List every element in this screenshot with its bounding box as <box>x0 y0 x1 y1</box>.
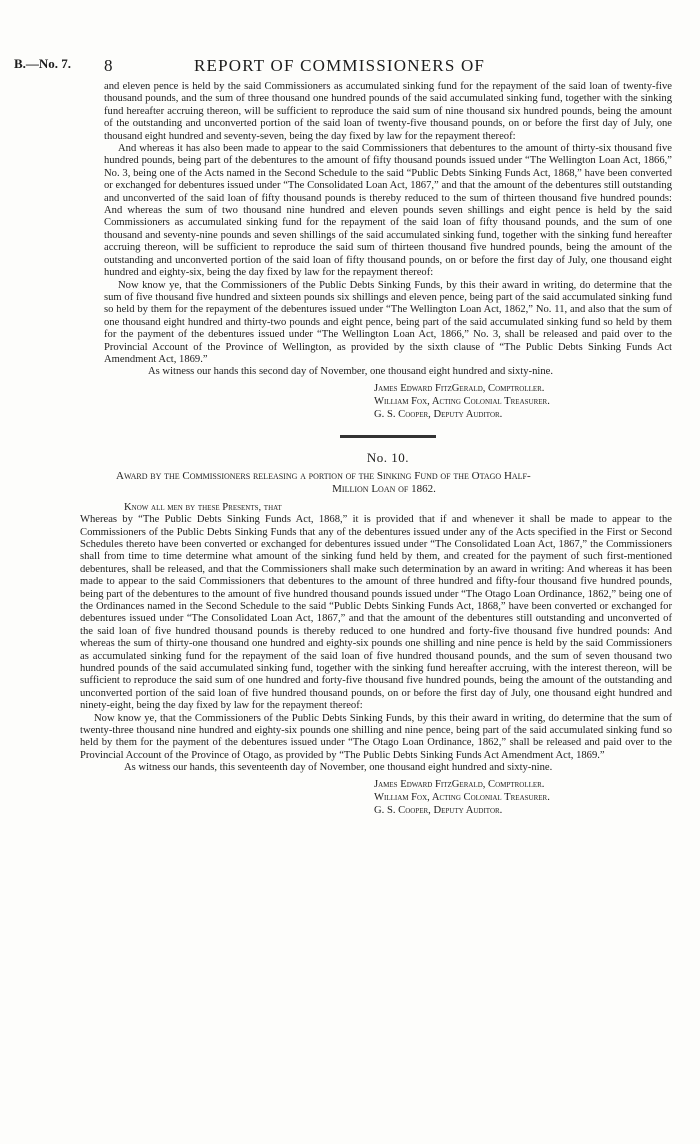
page-header <box>14 56 686 76</box>
signature-treasurer: William Fox, Acting Colonial Treasurer. <box>374 791 550 803</box>
award-10-paragraph-2: Now know ye, that the Commissioners of the Public Debts Sinking Funds, by this their award in writing, do determine that the sum of twenty-three thousand nine hundred and eighty-six pounds one shilling and nine pence, being part of the said accumulated sinking fund so held by them for the payment of the debentures issued under “The Otago Loan Ordinance, 1862,” shall be released and paid over to the Provincial Account of the Province of Otago, as provided by “The Public Debts Sinking Funds Act Amendment Act, 1869.” <box>80 712 672 761</box>
award-10-title <box>104 470 672 496</box>
signature-treasurer: William Fox, Acting Colonial Treasurer. <box>374 395 550 407</box>
section-divider <box>340 435 436 438</box>
award-9-paragraph-3: Now know ye, that the Commissioners of the Public Debts Sinking Funds, by this their award in writing, do determine that the sum of five thousand five hundred and sixteen pounds six shillings and eleven pence, being part of the said accumulated sinking fund so held by them for the repayment of the debentures issued under “The Wellington Loan Act, 1862,” No. 11, and also that the sum of one thousand eight hundred and thirty-two pounds and eight pence, being part of the said accumulated sinking fund so held by them for the payment of the debentures issued under “The Wellington Loan Act, 1866,” No. 3, shall be released and paid over to the Provincial Account of the Province of Wellington, as provided by the sixth clause of “The Public Debts Sinking Funds Act Amendment Act, 1869.” <box>104 279 672 365</box>
award-9-section <box>80 81 672 817</box>
running-title: REPORT OF COMMISSIONERS OF <box>194 56 486 75</box>
award-10-witness-clause: As witness our hands, this seventeenth day of November, one thousand eight hundred and sixty-nine. <box>124 762 553 774</box>
award-10-number: No. 10. <box>366 449 410 465</box>
award-9-paragraph-2: And whereas it has also been made to appear to the said Commissioners that debentures to the amount of thirty-six thousand five hundred pounds, being part of the debentures to the amount of fifty thousand pounds issued under “The Wellington Loan Act, 1866,” No. 3, being one of the Acts named in the Second Schedule to the said “Public Debts Sinking Funds Act, 1868,” have been converted or exchanged for debentures issued under “The Consolidated Loan Act, 1867,” and that the amount of the debentures still outstanding and unconverted of the said loan of fifty thousand pounds is thereby reduced to the sum of thirteen thousand five hundred pounds: And whereas the sum of two thousand nine hundred and eleven pounds seven shillings and eight pence is held by the said Commissioners as accumulated sinking fund for the repayment of the said loan of fifty thousand pounds, and the sum of one thousand and seventy-nine pounds and seven shillings of the said accumulated sinking fund, together with the sinking fund hereafter accruing thereon, will be sufficient to reproduce the said sum of thirteen thousand five hundred pounds, being the amount of the outstanding and unconverted portion of the said loan of fifty thousand pounds, on or before the first day of July, one thousand eight hundred and eighty-six, being the day fixed by law for the repayment thereof: <box>104 143 672 279</box>
award-9-paragraph-1: and eleven pence is held by the said Commissioners as accumulated sinking fund for the repayment of the said loan of twenty-five thousand pounds, and the sum of three thousand one hundred pounds of the said accumulated sinking fund, together with the sinking fund hereafter accruing thereon, will be sufficient to reproduce the said sum of nine thousand six hundred pounds, being the amount of the outstanding and unconverted portion of the said loan of twenty-five thousand pounds, on or before the first day of July, one thousand eight hundred and seventy-seven, being the day fixed by law for the repayment thereof: <box>104 81 672 142</box>
award-10-paragraph-1: Whereas by “The Public Debts Sinking Funds Act, 1868,” it is provided that if and whenever it shall be made to appear to the Commissioners of the Public Debts Sinking Funds that any of the debentures issued under any of the Acts specified in the First or Second Schedules thereto have been converted or exchanged for debentures issued under “The Consolidated Loan Act, 1867,” the Commissioners shall from time to time determine what amount of the sinking fund held by them, and created for the payment of such first-mentioned debentures, shall be released, and that the Commissioners shall make such determination by an award in writing: And whereas it has been made to appear to the said Commissioners that debentures to the amount of three hundred and fifty-four thousand five hundred pounds, being part of the debentures to the amount of five hundred thousand pounds issued under “The Otago Loan Ordinance, 1862,” being one of the Ordinances named in the Second Schedule to the said “Public Debts Sinking Funds Act, 1868,” have been converted or exchanged for debentures issued under “The Consolidated Loan Act, 1867,” and that the amount of the debentures still outstanding and unconverted of the said loan of five hundred thousand pounds is thereby reduced to one hundred and forty-five thousand five hundred pounds: And whereas the sum of thirty-one thousand one hundred and eighty-six pounds one shilling and nine pence is held by the said Commissioners as accumulated sinking fund for the repayment of the said loan of five hundred thousand pounds, and the sum of seven thousand two hundred pounds of the said accumulated sinking fund, together with the sinking fund hereafter accruing, with the interest thereon, will be sufficient to reproduce the said sum of one hundred and forty-five thousand five hundred pounds, being the amount of the outstanding and unconverted portion of the said loan of five hundred thousand pounds, on or before the first day of July, one thousand eight hundred and ninety-eight, being the day fixed by law for the repayment thereof: <box>80 514 672 712</box>
award-10-preamble: Know all men by these Presents, that <box>124 501 282 513</box>
award-9-witness-clause: As witness our hands this second day of November, one thousand eight hundred and sixty-nine. <box>148 366 554 378</box>
award-9-signatures <box>374 382 672 421</box>
signature-auditor: G. S. Cooper, Deputy Auditor. <box>374 804 503 816</box>
signature-auditor: G. S. Cooper, Deputy Auditor. <box>374 408 503 420</box>
award-10-title-line-2: Million Loan of 1862. <box>332 482 436 495</box>
signature-comptroller: James Edward FitzGerald, Comptroller. <box>374 382 545 394</box>
award-10-body <box>80 502 672 817</box>
document-reference: B.—No. 7. <box>14 56 72 71</box>
signature-comptroller: James Edward FitzGerald, Comptroller. <box>374 778 545 790</box>
award-10-signatures <box>374 778 672 817</box>
page-number: 8 <box>104 56 113 75</box>
award-10-title-line-1: Award by the Commissioners releasing a portion of the Sinking Fund of the Otago Half- <box>116 469 531 482</box>
